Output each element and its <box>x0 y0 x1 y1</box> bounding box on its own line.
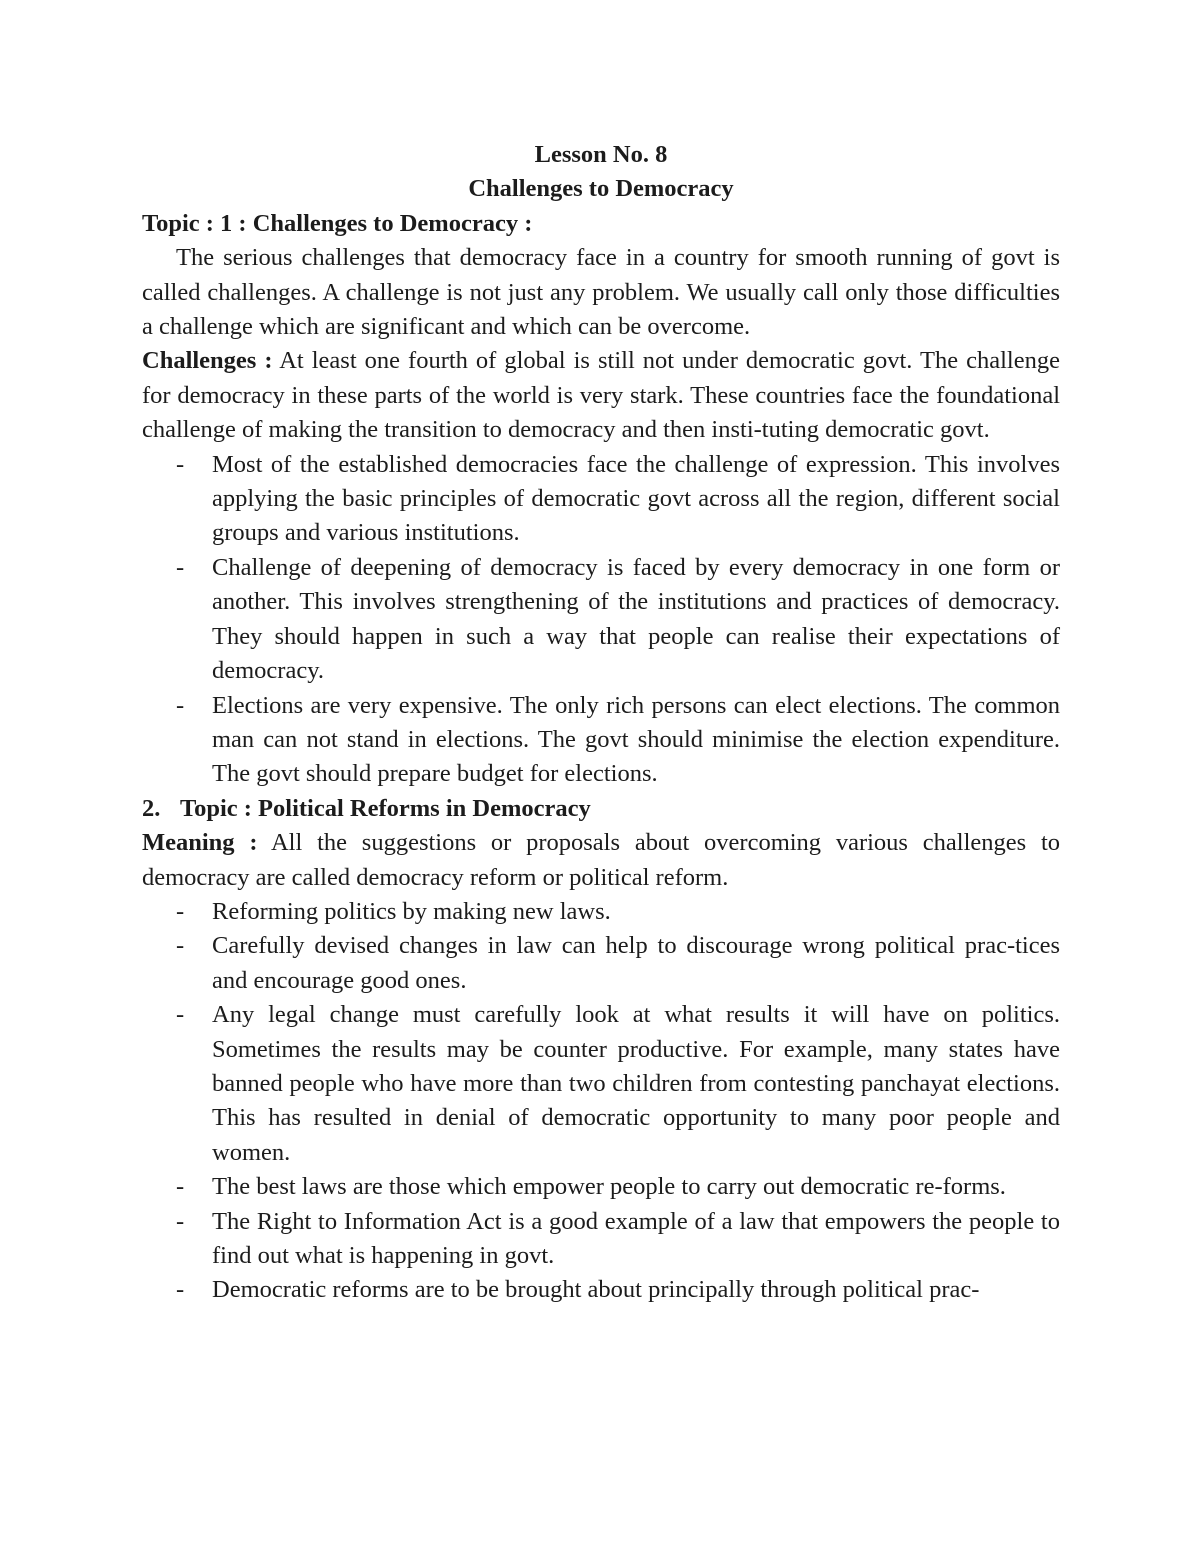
meaning-label: Meaning : <box>142 829 258 857</box>
topic-2-heading-text: Topic : Political Reforms in Democracy <box>180 794 591 822</box>
dash-marker: - <box>176 1173 185 1201</box>
topic-2-heading <box>142 792 1060 826</box>
challenges-text: At least one fourth of global is still not under democratic govt. The challenge for democracy in these parts of the world is very stark. These countries face the foundational challenge of making the transition to democracy and then insti-tuting democratic govt. <box>142 347 1060 444</box>
list-item-text: Challenge of deepening of democracy is faced by every democracy in one form or another. This involves strengthening of the institutions and practices of democracy. They should happen in such a way that people can realise their expectations of democracy. <box>212 553 1060 685</box>
list-item <box>142 998 1060 1170</box>
list-item-text: Elections are very expensive. The only rich persons can elect elections. The common man can not stand in elections. The govt should minimise the election expenditure. The govt should prepare budget for elections. <box>212 691 1060 788</box>
topic-2-number: 2. <box>142 794 161 822</box>
list-item-text: The Right to Information Act is a good example of a law that empowers the people to find out what is happening in govt. <box>212 1207 1060 1269</box>
dash-marker: - <box>176 691 185 719</box>
dash-marker: - <box>176 1001 185 1029</box>
dash-marker: - <box>176 932 185 960</box>
topic-1-heading: Topic : 1 : Challenges to Democracy : <box>142 209 533 237</box>
lesson-title: Challenges to Democracy <box>468 175 734 203</box>
list-item <box>142 448 1060 551</box>
list-item <box>142 689 1060 792</box>
reforms-list <box>142 895 1060 1308</box>
topic-1-intro: The serious challenges that democracy face in a country for smooth running of govt is called challenges. A challenge is not just any problem. We usually call only those difficulties a challenge which are significant and which can be overcome. <box>142 244 1060 341</box>
list-item <box>142 1205 1060 1274</box>
list-item-text: Democratic reforms are to be brought about principally through political prac- <box>212 1276 980 1304</box>
list-item-text: The best laws are those which empower people to carry out democratic re-forms. <box>212 1173 1006 1201</box>
dash-marker: - <box>176 1276 185 1304</box>
dash-marker: - <box>176 553 185 581</box>
list-item <box>142 1170 1060 1204</box>
challenges-paragraph <box>142 344 1060 447</box>
list-item <box>142 895 1060 929</box>
list-item-text: Any legal change must carefully look at what results it will have on politics. Sometimes the results may be counter productive. For example, many states have banned people who have more than two children from contesting panchayat elections. This has resulted in denial of democratic opportunity to many poor people and women. <box>212 1001 1060 1166</box>
dash-marker: - <box>176 897 185 925</box>
list-item-text: Carefully devised changes in law can help to discourage wrong political prac-tices and encourage good ones. <box>212 932 1060 994</box>
dash-marker: - <box>176 1207 185 1235</box>
document-page <box>142 138 1060 1308</box>
meaning-paragraph <box>142 826 1060 895</box>
list-item <box>142 551 1060 689</box>
dash-marker: - <box>176 450 185 478</box>
lesson-number: Lesson No. 8 <box>534 141 668 168</box>
list-item <box>142 929 1060 998</box>
challenges-label: Challenges : <box>142 347 273 375</box>
meaning-text: All the suggestions or proposals about overcoming various challenges to democracy are called democracy reform or political reform. <box>142 829 1061 891</box>
list-item <box>142 1273 1060 1307</box>
list-item-text: Most of the established democracies face the challenge of expression. This involves applying the basic principles of democratic govt across all the region, different social groups and various institutions. <box>212 450 1060 547</box>
list-item-text: Reforming politics by making new laws. <box>212 897 611 925</box>
challenges-list <box>142 448 1060 792</box>
